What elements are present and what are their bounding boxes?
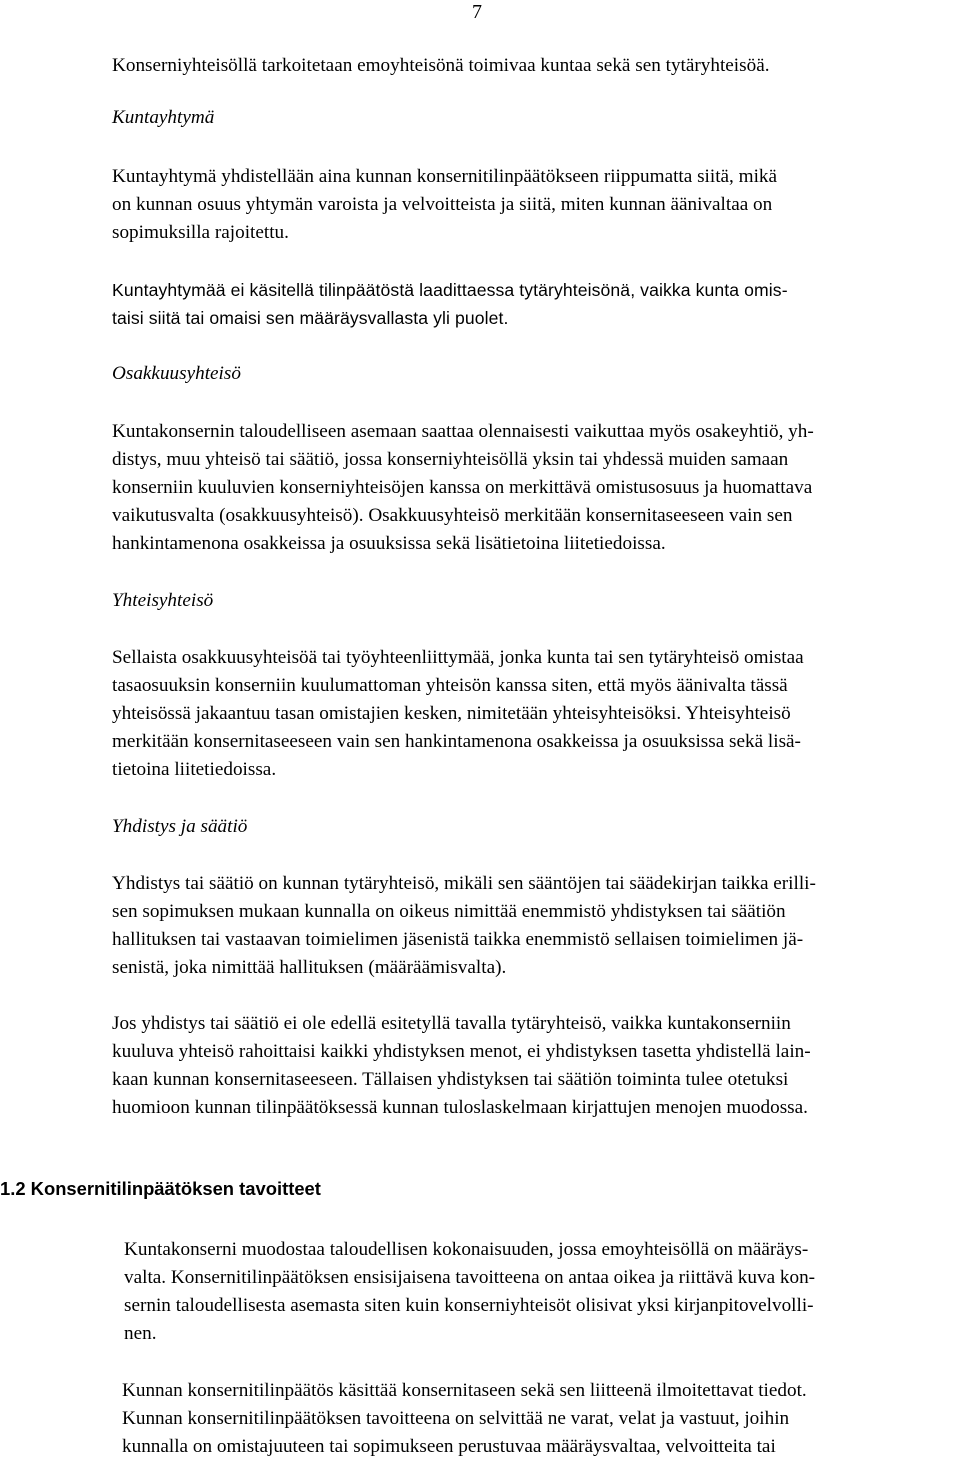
- text-line: tietoina liitetiedoissa.: [112, 759, 277, 780]
- text-line: Kunnan konsernitilinpäätöksen tavoitteena on selvittää ne varat, velat ja vastuut, joihin: [122, 1408, 790, 1429]
- kuntayhtyma-paragraph-2: [112, 276, 960, 332]
- text-line: merkitään konsernitaseeseen vain sen hankintamenona osakkeissa ja osuuksissa sekä lisä-: [112, 731, 801, 752]
- text-line: nen.: [124, 1323, 157, 1344]
- section-1-2-paragraph-1: [124, 1236, 960, 1348]
- text-line: Kuntakonsernin taloudelliseen asemaan saattaa olennaisesti vaikuttaa myös osakeyhtiö, yh-: [112, 421, 814, 442]
- text-line: sernin taloudellisesta asemasta siten kuin konserniyhteisöt olisivat yksi kirjanpitovelvolli-: [124, 1295, 814, 1316]
- text-line: tasaosuuksin konserniin kuulumattoman yhteisön kanssa siten, että myös äänivalta tässä: [112, 675, 788, 696]
- page-number: 7: [472, 1, 482, 23]
- text-line: sopimuksilla rajoitettu.: [112, 222, 289, 243]
- text-line: Jos yhdistys tai säätiö ei ole edellä esitetyllä tavalla tytäryhteisö, vaikka kuntakonserniin: [112, 1013, 791, 1034]
- yhdistys-paragraph-1: [112, 870, 960, 982]
- text-line: Kuntayhtymä yhdistellään aina kunnan konsernitilinpäätökseen riippumatta siitä, mikä: [112, 166, 778, 187]
- text-line: Sellaista osakkuusyhteisöä tai työyhteenliittymää, jonka kunta tai sen tytäryhteisö omistaa: [112, 647, 804, 668]
- text-line: konserniin kuuluvien konserniyhteisöjen kanssa on merkittävä omistusosuus ja huomattava: [112, 477, 813, 498]
- text-line: distys, muu yhteisö tai säätiö, jossa konserniyhteisöllä yksin tai yhdessä muiden samaan: [112, 449, 789, 470]
- text-line: taisi siitä tai omaisi sen määräysvallasta yli puolet.: [112, 308, 509, 328]
- text-line: sen sopimuksen mukaan kunnalla on oikeus nimittää enemmistö yhdistyksen tai säätiön: [112, 901, 786, 922]
- text-line: kaan kunnan konsernitaseeseen. Tällaisen yhdistyksen tai säätiön toiminta tulee otetuksi: [112, 1069, 789, 1090]
- yhteisyhteiso-paragraph: [112, 644, 960, 784]
- heading-yhdistys: Yhdistys ja säätiö: [112, 816, 248, 837]
- text-line: senistä, joka nimittää hallituksen (määräämisvalta).: [112, 957, 507, 978]
- text-line: Yhdistys tai säätiö on kunnan tytäryhteisö, mikäli sen sääntöjen tai säädekirjan taikka erilli-: [112, 873, 816, 894]
- text-line: vaikutusvalta (osakkuusyhteisö). Osakkuusyhteisö merkitään konsernitaseeseen vain sen: [112, 505, 793, 526]
- section-heading-1-2: 1.2 Konsernitilinpäätöksen tavoitteet: [0, 1178, 321, 1199]
- text-line: Kunnan konsernitilinpäätös käsittää konsernitaseen sekä sen liitteenä ilmoitettavat tiedot.: [122, 1380, 807, 1401]
- intro-paragraph: Konserniyhteisöllä tarkoitetaan emoyhteisönä toimivaa kuntaa sekä sen tytäryhteisöä.: [112, 55, 770, 76]
- text-line: kuuluva yhteisö rahoittaisi kaikki yhdistyksen menot, ei yhdistyksen tasetta yhdistellä lain-: [112, 1041, 811, 1062]
- heading-yhteisyhteiso: Yhteisyhteisö: [112, 590, 214, 611]
- kuntayhtyma-paragraph-1: [112, 163, 960, 247]
- heading-osakkuusyhteiso: Osakkuusyhteisö: [112, 363, 241, 384]
- section-1-2-paragraph-2: [122, 1377, 960, 1461]
- text-line: yhteisössä jakaantuu tasan omistajien kesken, nimitetään yhteisyhteisöksi. Yhteisyhteisö: [112, 703, 791, 724]
- osakkuusyhteiso-paragraph: [112, 418, 960, 558]
- text-line: Kuntayhtymää ei käsitellä tilinpäätöstä laadittaessa tytäryhteisönä, vaikka kunta omis-: [112, 280, 788, 300]
- text-line: valta. Konsernitilinpäätöksen ensisijaisena tavoitteena on antaa oikea ja riittävä kuva kon-: [124, 1267, 816, 1288]
- text-line: hankintamenona osakkeissa ja osuuksissa sekä lisätietoina liitetiedoissa.: [112, 533, 666, 554]
- text-line: on kunnan osuus yhtymän varoista ja velvoitteista ja siitä, miten kunnan äänivaltaa on: [112, 194, 773, 215]
- heading-kuntayhtyma: Kuntayhtymä: [112, 107, 215, 128]
- text-line: kunnalla on omistajuuteen tai sopimukseen perustuvaa määräysvaltaa, velvoitteita tai: [122, 1436, 776, 1457]
- yhdistys-paragraph-2: [112, 1010, 960, 1122]
- text-line: huomioon kunnan tilinpäätöksessä kunnan tuloslaskelmaan kirjattujen menojen muodossa.: [112, 1097, 808, 1118]
- text-line: hallituksen tai vastaavan toimielimen jäsenistä taikka enemmistö sellaisen toimielimen jä-: [112, 929, 804, 950]
- text-line: Kuntakonserni muodostaa taloudellisen kokonaisuuden, jossa emoyhteisöllä on määräys-: [124, 1239, 809, 1260]
